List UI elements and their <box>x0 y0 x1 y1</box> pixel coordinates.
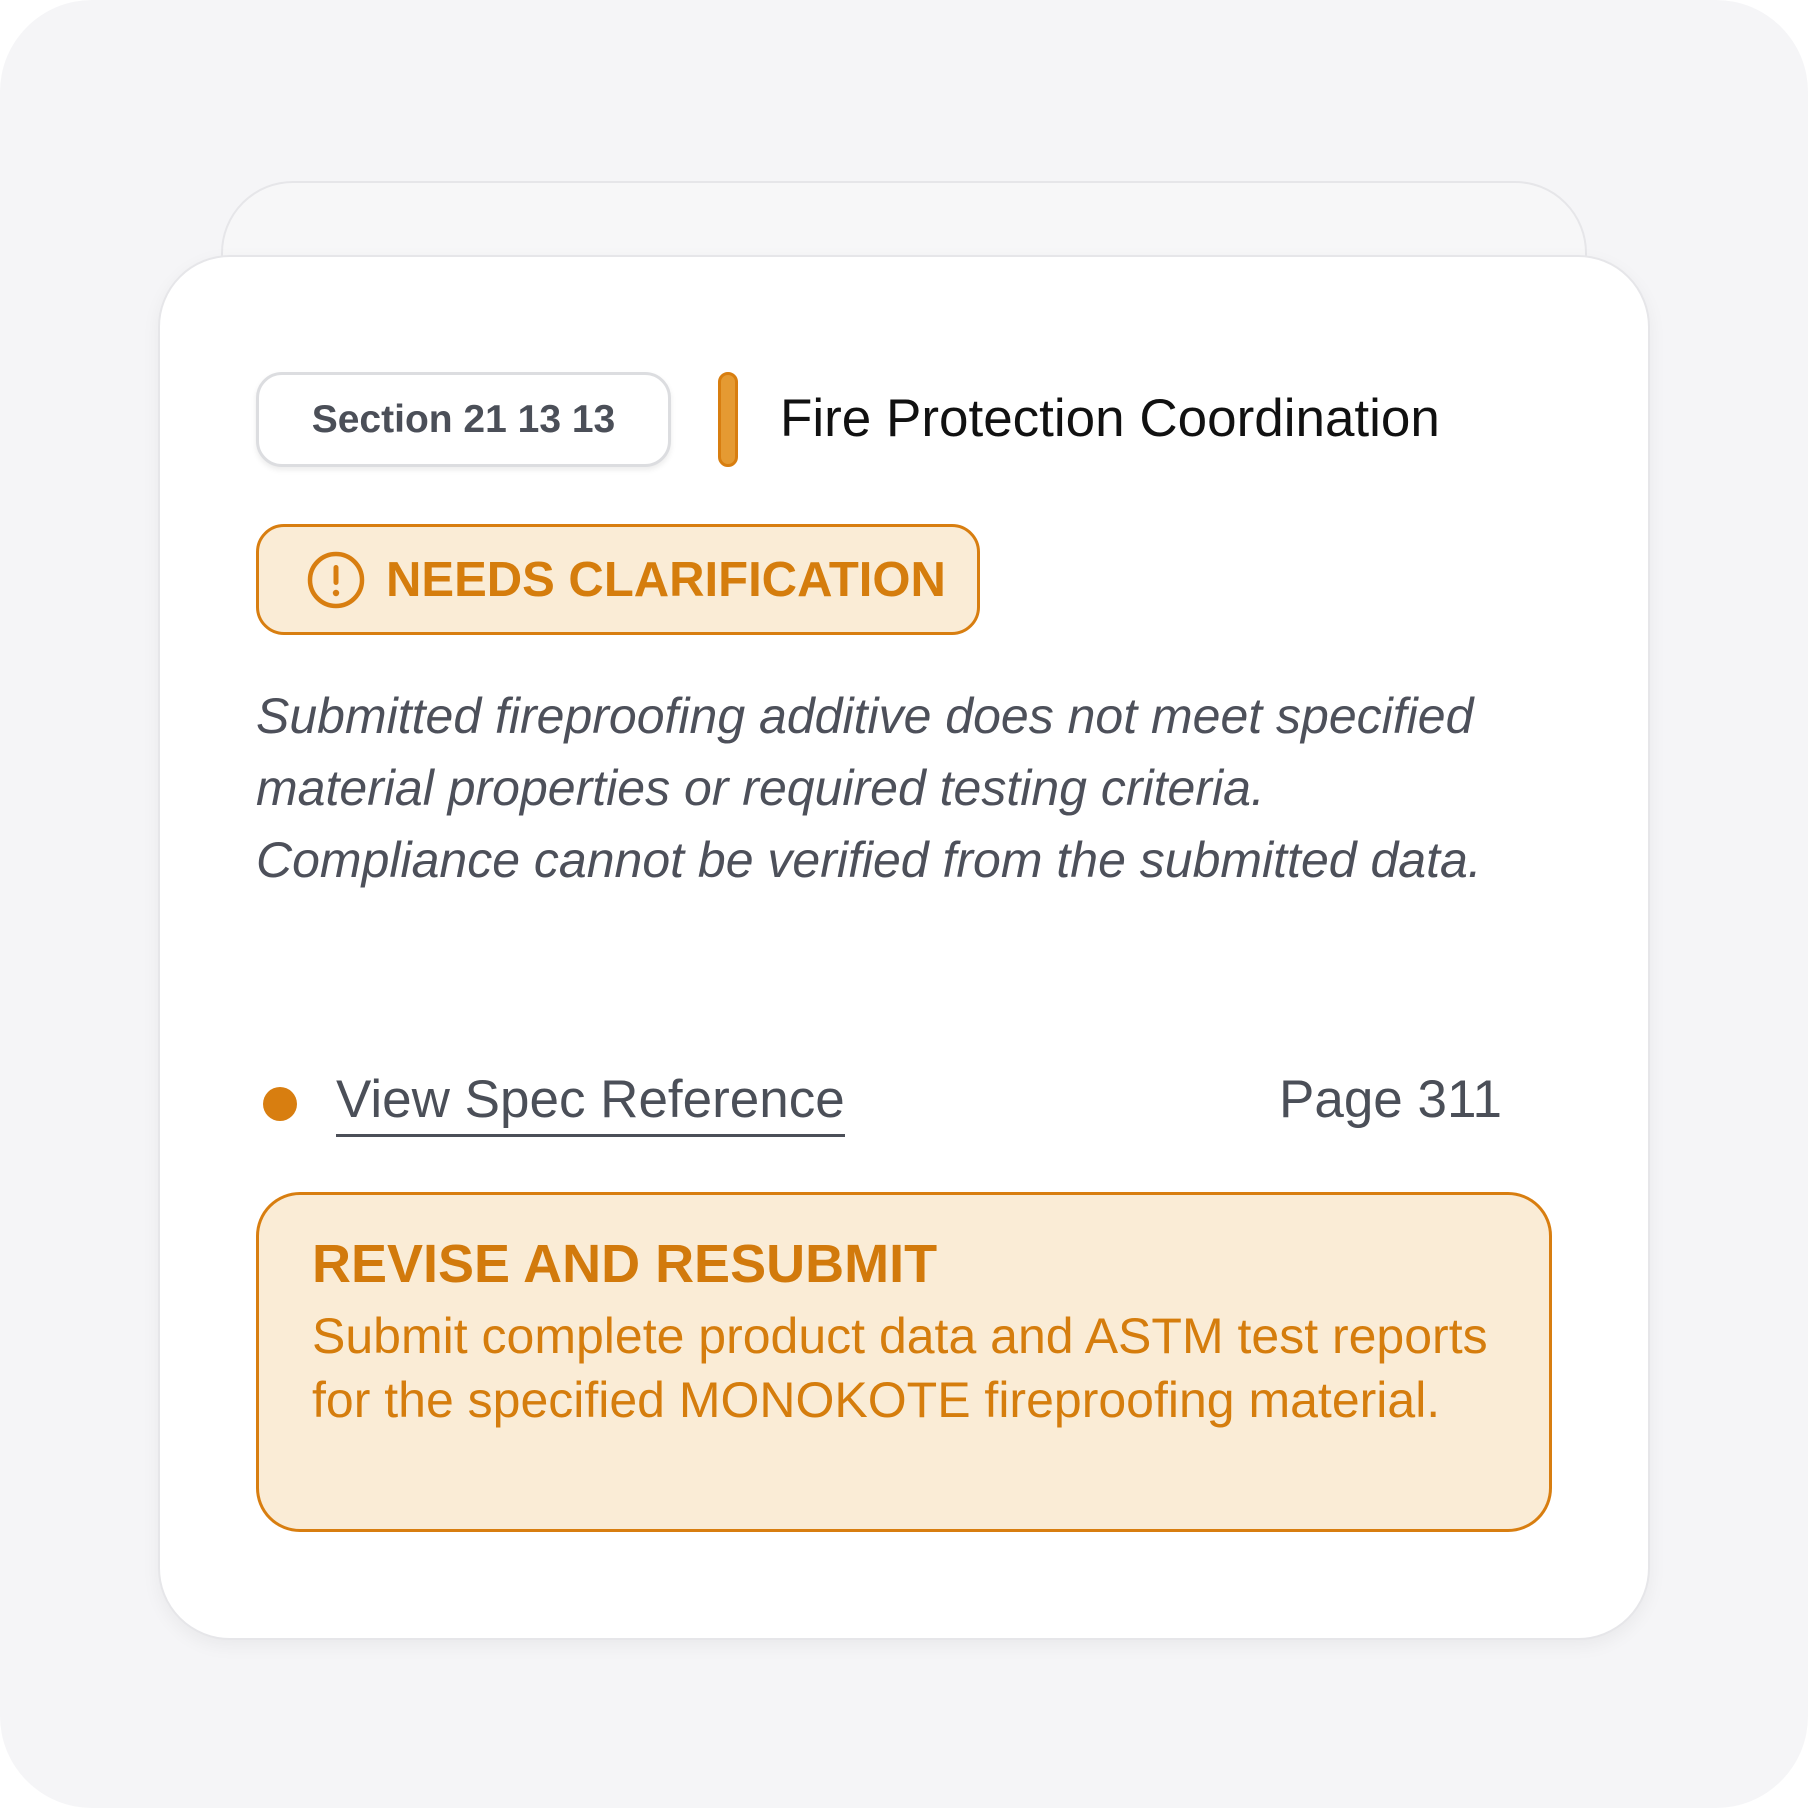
title-accent-bar <box>718 372 738 467</box>
card-title: Fire Protection Coordination <box>780 389 1440 448</box>
section-badge <box>256 372 671 467</box>
bullet-dot-icon <box>263 1087 297 1121</box>
action-title: REVISE AND RESUBMIT <box>312 1234 938 1294</box>
page-number: Page 311 <box>1279 1070 1502 1129</box>
view-spec-reference-link[interactable]: View Spec Reference <box>336 1068 845 1137</box>
action-body: Submit complete product data and ASTM test reports for the specified MONOKOTE fireproofing material. <box>312 1308 1488 1428</box>
section-badge-label: Section 21 13 13 <box>311 397 616 441</box>
status-badge-label: NEEDS CLARIFICATION <box>386 553 946 607</box>
alert-circle-icon <box>306 550 366 610</box>
issue-description: Submitted fireproofing additive does not meet specified material properties or required testing criteria. Compliance cannot be verified from the submitted data. <box>256 688 1482 888</box>
